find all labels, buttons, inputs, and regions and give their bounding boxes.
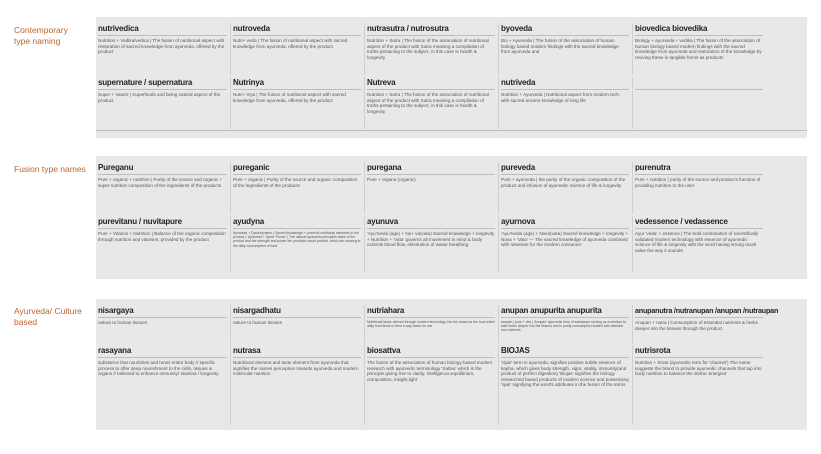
name-card — [498, 77, 631, 129]
name-card — [96, 23, 229, 75]
name-title: rasayana — [98, 345, 227, 358]
name-card — [498, 162, 631, 214]
name-card — [230, 216, 363, 272]
name-card — [498, 345, 631, 425]
name-row — [96, 23, 807, 75]
name-description: Super + nature | Superfoods and being natural aspect of the product — [98, 92, 221, 103]
name-description: Pure + organic + nutrition | Purity of the source and organic + super nutrition composition of the ingredients of the products — [98, 177, 223, 188]
name-card — [498, 305, 631, 343]
name-description: Nutrition + Ayurveda | Nutritional aspect from modern tech. with sacred ancient knowledge of long life — [501, 92, 621, 103]
name-row — [96, 216, 807, 272]
panel-ayurveda — [96, 299, 807, 430]
name-title: ayurnova — [501, 216, 629, 229]
name-card — [230, 345, 363, 425]
name-description: Pure + ayurveda | the purity of the organic composition of the product and infusion of ayurvedic science of life & longevity — [501, 177, 626, 188]
name-card — [96, 162, 229, 214]
name-description: Nutrition + Sutra | The fusion of the association of nutritional aspect of the product with Sutra meaning a compilation of truths pertaining to the subject, in this case is health & longevity — [367, 38, 489, 60]
name-title: supernature / supernatura — [98, 77, 227, 90]
divider — [96, 130, 807, 131]
name-card — [364, 162, 497, 214]
name-description: 'Ayu'rveda (age) + Nova(vata) Sacred knowledge + longevity + Nova + 'Vata' — The sacred knowledge of ayurveda combined with newness for the modern consumer — [501, 231, 629, 248]
name-card — [364, 345, 497, 425]
name-card — [96, 77, 229, 129]
name-description: Ayurveda + Dyna/dynamo | Sacred knowledge + powerful nutritional elements in the product | 'Ayurveda + Dyna' 'Power' | The natural ayurvedic principles basis of the product and the strength and power the products would provide, which are missing in the daily consumption of food — [233, 231, 361, 248]
name-card — [364, 305, 497, 343]
section-label-contemporary: Contemporary type naming — [14, 25, 68, 46]
name-title: ayudyna — [233, 216, 361, 229]
name-title: anupanutra /nutranupan /anupan /nutraupan — [635, 305, 763, 318]
name-card — [96, 305, 229, 343]
name-card — [230, 77, 363, 129]
section-label-fusion: Fusion type names — [14, 164, 86, 174]
name-description: Nutrition + Srota (ayurvedic term for 'channel') The name suggests the brand to provide ayurvedic channels that tap into body nutrition to balance the dosha 'energies' — [635, 360, 762, 377]
name-title: byoveda — [501, 23, 629, 36]
name-card — [96, 216, 229, 272]
section-label-ayurveda: Ayurveda/ Culture based — [14, 306, 82, 327]
name-title: ayunuva — [367, 216, 495, 229]
name-title: nisargaya — [98, 305, 227, 318]
name-title: BIOJAS — [501, 345, 629, 358]
name-title — [635, 77, 763, 90]
name-description: Nutritional element and taste element from ayurveda that signifies the names perception towards ayurveda and modern molecular nutrition — [233, 360, 359, 377]
name-description: Biology + ayurveda + vedika | The fusion of the association of human biology based modern findings with the sacred knowledge from ayurveda and restoration of the knowledge by reviving these in tangible forms as products — [635, 38, 762, 60]
name-title: pureveda — [501, 162, 629, 175]
name-description: 'Ayu'rveda (age) + Nu+ va(vata) Sacred knowledge + longevity + Nutrition + 'Vata' governs all movement in mind & body controls blood flow, elimination of waste breathing — [367, 231, 495, 248]
name-title: puregana — [367, 162, 495, 175]
name-description: nature to human tissues — [233, 320, 283, 325]
name-card-empty — [632, 77, 765, 129]
name-title: nutrivedica — [98, 23, 227, 36]
name-description: Nutritional factor derived through modern technology into the ahara as the food which daily food items to feed a way made for use — [367, 320, 495, 329]
name-description: 'Ojas' term in ayurveda, signifies positive subtle essence of kapha, which gives body strength, vigor, vitality, immunity(and product of perfect digestion) 'Biojas' signifies the biology researched based products of modern science and possessing 'ojas' signifying the word's attributes in the fusion of the terms — [501, 360, 629, 388]
name-row — [96, 305, 807, 343]
name-description: Pure + nutrition | purity of the source and product's function of providing nutrition to the user — [635, 177, 761, 188]
name-card — [632, 305, 779, 343]
name-description: Nutri+ inya | The fusion of nutritional aspect with sacred knowledge from ayurveda, offered by the product — [233, 92, 346, 103]
name-card — [632, 23, 765, 75]
name-row — [96, 77, 807, 129]
name-row — [96, 345, 807, 425]
name-description: Ayur 'veda' + essence | The bold combination of scientifically validated modern technology with essence of ayurvedic science of life & longevity with the word having strong recall value the way it sounds — [635, 231, 759, 253]
name-card — [364, 77, 497, 129]
name-title: nutriahara — [367, 305, 495, 318]
name-title: pureganic — [233, 162, 361, 175]
name-card — [96, 345, 229, 425]
name-card — [498, 216, 631, 272]
name-description: Anupan + nutra | Consumption of essential nutrients & herbs deeper into the tissues through the product — [635, 320, 758, 331]
name-title: biovedica biovedika — [635, 23, 763, 36]
name-card — [364, 23, 497, 75]
name-description: Pure + organic | Purity of the source and organic composition of the ingredients of the products — [233, 177, 358, 188]
name-title: vedessence / vedassence — [635, 216, 763, 229]
name-description: Bio + Ayurveda | The fusion of the association of human biology based modern findings with the sacred knowledge from ayurveda and — [501, 38, 619, 55]
name-title: Nutrinya — [233, 77, 361, 90]
panel-contemporary — [96, 17, 807, 138]
name-card — [498, 23, 631, 75]
name-card — [632, 216, 765, 272]
name-title: nutriveda — [501, 77, 629, 90]
name-row — [96, 162, 807, 214]
name-title: nutroveda — [233, 23, 361, 36]
name-description: Pure + organa (organic) — [367, 177, 416, 182]
name-card — [230, 162, 363, 214]
name-card — [364, 216, 497, 272]
name-title: nutrasutra / nutrosutra — [367, 23, 495, 36]
name-title: purevitanu / nuvitapure — [98, 216, 227, 229]
name-description: substance that nourishes and tones entire body // specific process to offer deep nourishment to the cells, tissues & organs // believed to enhance immunity/ stamina / longevity — [98, 360, 219, 377]
name-card — [632, 162, 765, 214]
name-description: Nutrition + Sutra | The fusion of the association of nutritional aspect of the product with Sutra meaning a compilation of truths pertaining to the subject, in this case is health & longevity — [367, 92, 489, 114]
name-card — [230, 305, 363, 343]
name-description: Nutri+ veda | The fusion of nutritional aspect with sacred knowledge from ayurveda, offered by the product — [233, 38, 348, 49]
name-description: The fusion of the association of human biology based modern research with ayurvedic terminology 'Sattva' which is the principle giving rise to clarity, intelligence,equilibrium, composition, insight,light — [367, 360, 493, 382]
name-title: biosattva — [367, 345, 495, 358]
name-description: nature to human tissues — [98, 320, 148, 325]
name-title: nutrasa — [233, 345, 361, 358]
name-title: Nutreva — [367, 77, 495, 90]
name-title: nisargadhatu — [233, 305, 361, 318]
name-title: purenutra — [635, 162, 763, 175]
name-description: Pure + Vitamin + Nutrition | Balance of the organic composition through nutrition and vitamins, provided by the product — [98, 231, 226, 242]
name-title: nutrisrota — [635, 345, 763, 358]
name-description: Nutrition + Vedika/vedica | The fusion of nutritional aspect with restoration of sacred knowledge from ayurveda, offered by the product — [98, 38, 225, 55]
name-title: anupan anupurita anupurita — [501, 305, 629, 318]
name-description: anupan | pure + vita | 'Anupan' ayurvedic term of substance serving as a medium to take herbs deeper into the tissues and to purify consumption loaded with vitamins and nutrients — [501, 320, 627, 333]
name-card — [230, 23, 363, 75]
name-title: Pureganu — [98, 162, 227, 175]
panel-fusion — [96, 156, 807, 279]
name-card — [632, 345, 765, 425]
